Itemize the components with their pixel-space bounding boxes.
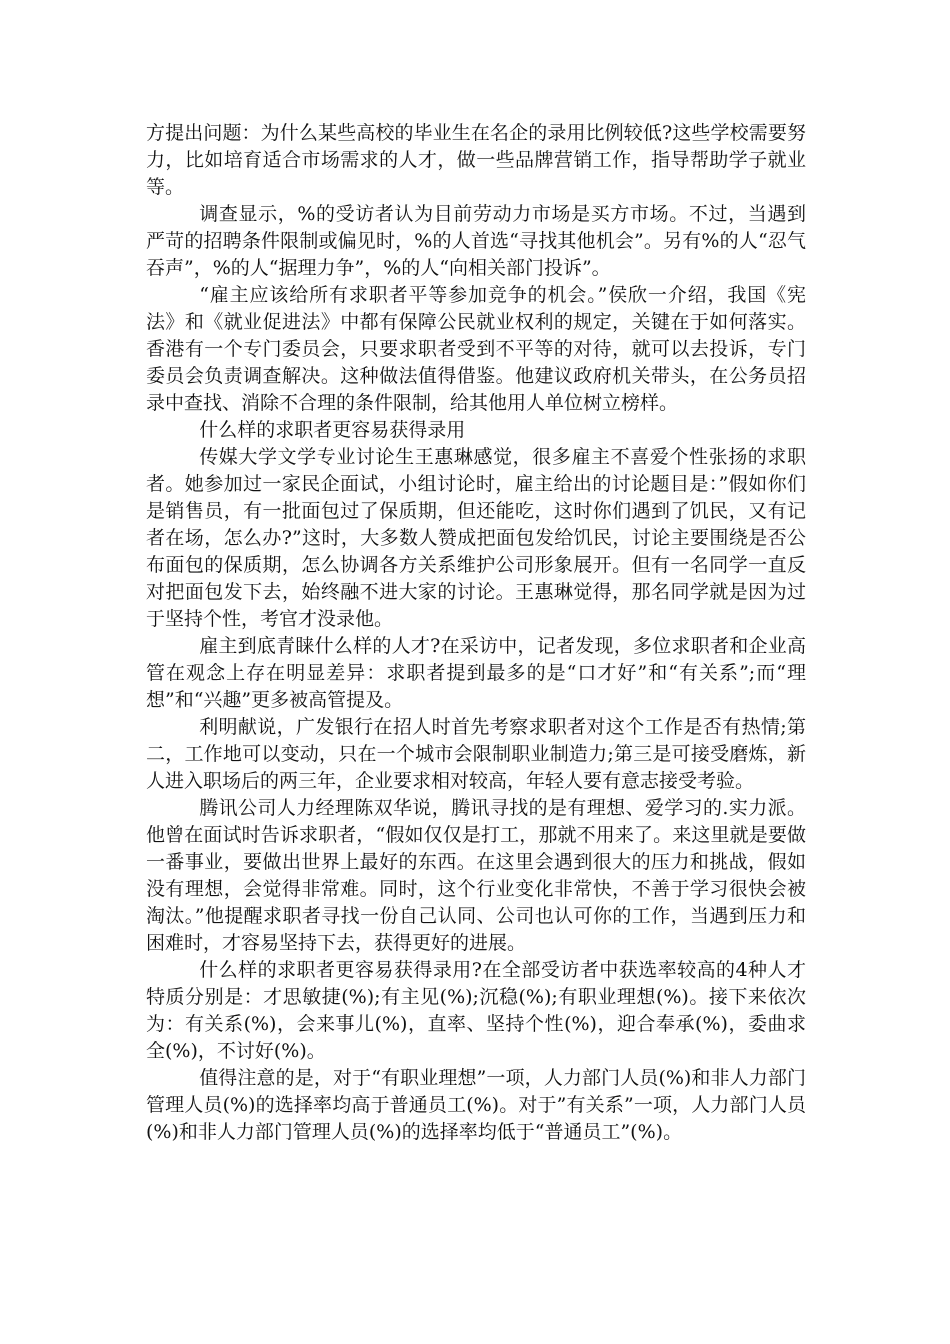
paragraph-tencent: 腾讯公司人力经理陈双华说，腾讯寻找的是有理想、爱学习的.实力派。他曾在面试时告诉求职者，“假如仅仅是打工，那就不用来了。来这里就是要做一番事业，要做出世界上最好的东西。在这里会遇到很大的压力和挑战，假如没有理想，会觉得非常难。同时，这个行业变化非常快，不善于学习很快会被淘汰。”他提醒求职者寻找一份自己认同、公司也认可你的工作，当遇到压力和困难时，才容易坚持下去，获得更好的进展。: [146, 797, 806, 954]
paragraph-notable-difference: 值得注意的是，对于“有职业理想”一项，人力部门人员(%)和非人力部门管理人员(%)的选择率均高于普通员工(%)。对于”有关系”一项，人力部门人员(%)和非人力部门管理人员(%)的选择率均低于“普通员工”(%)。: [146, 1067, 806, 1143]
paragraph-continuation: 方提出问题：为什么某些高校的毕业生在名企的录用比例较低?这些学校需要努力，比如培育适合市场需求的人才，做一些品牌营销工作，指导帮助学子就业等。: [146, 122, 806, 198]
paragraph-equal-opportunity: “雇主应该给所有求职者平等参加竞争的机会。”侯欣一介绍，我国《宪法》和《就业促进法》中都有保障公民就业权利的规定，关键在于如何落实。香港有一个专门委员会，只要求职者受到不平等的对待，就可以去投诉，专门委员会负责调查解决。这种做法值得借鉴。他建议政府机关带头，在公务员招录中查找、消除不合理的条件限制，给其他用人单位树立榜样。: [146, 284, 806, 414]
paragraph-employer-preference: 雇主到底青睐什么样的人才?在采访中，记者发现，多位求职者和企业高管在观念上存在明显差异：求职者提到最多的是“口才好”和“有关系”;而“理想”和“兴趣”更多被高管提及。: [146, 635, 806, 711]
document-page: [146, 120, 806, 1146]
section-heading: 什么样的求职者更容易获得录用: [199, 419, 466, 441]
paragraph-survey-market: 调查显示，%的受访者认为目前劳动力市场是买方市场。不过，当遇到严苛的招聘条件限制或偏见时，%的人首选“寻找其他机会”。另有%的人“忍气吞声”，%的人“据理力争”，%的人“向相关部门投诉”。: [146, 203, 806, 279]
paragraph-interview-story: 传媒大学文学专业讨论生王惠琳感觉，很多雇主不喜爱个性张扬的求职者。她参加过一家民企面试，小组讨论时，雇主给出的讨论题目是：”假如你们是销售员，有一批面包过了保质期，但还能吃，这时你们遇到了饥民，又有记者在场，怎么办?”这时，大多数人赞成把面包发给饥民，讨论主要围绕是否公布面包的保质期，怎么协调各方关系维护公司形象展开。但有一名同学一直反对把面包发下去，始终融不进大家的讨论。王惠琳觉得，那名同学就是因为过于坚持个性，考官才没录他。: [146, 446, 806, 630]
paragraph-bank-criteria: 利明献说，广发银行在招人时首先考察求职者对这个工作是否有热情;第二，工作地可以变动，只在一个城市会限制职业制造力;第三是可接受磨炼，新人进入职场后的两三年，企业要求相对较高，年轻人要有意志接受考验。: [146, 716, 806, 792]
paragraph-traits-ranking: 什么样的求职者更容易获得录用?在全部受访者中获选率较高的4种人才特质分别是：才思敏捷(%);有主见(%);沉稳(%);有职业理想(%)。接下来依次为：有关系(%)，会来事儿(%)，直率、坚持个性(%)，迎合奉承(%)，委曲求全(%)，不讨好(%)。: [146, 959, 806, 1062]
